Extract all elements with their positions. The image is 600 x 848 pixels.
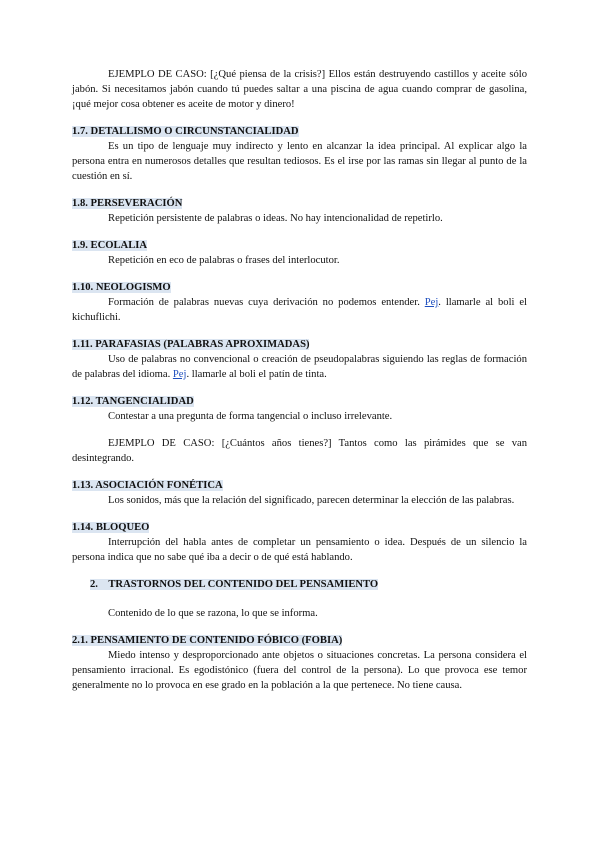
section-heading-asociacion-fonetica: 1.13. ASOCIACIÓN FONÉTICA — [72, 480, 223, 491]
case-example-tangencialidad: EJEMPLO DE CASO: [¿Cuántos años tienes?] Tantos como las pirámides que se van desintegrando. — [72, 438, 527, 464]
section-text-bloqueo: Interrupción del habla antes de completar un pensamiento o idea. Después de un silencio la persona indica que no sabe qué iba a decir o de qué está hablando. — [72, 537, 527, 563]
section-text-parafasias: Uso de palabras no convencional o creación de pseudopalabras siguiendo las reglas de formación de palabras del idioma. Pej. llamarle al boli el patín de tinta. — [72, 354, 527, 380]
case-example-paragraph: EJEMPLO DE CASO: [¿Qué piensa de la crisis?] Ellos están destruyendo castillos y aceite sólo jabón. Si necesitamos jabón cuando tú puedes saltar a una piscina de agua cuando comprar de gasolina, ¡qué mejor cosa obtener es aceite de motor y dinero! — [72, 69, 527, 110]
chapter-text-trastornos-contenido: Contenido de lo que se razona, lo que se informa. — [108, 608, 318, 619]
section-heading-ecolalia: 1.9. ECOLALIA — [72, 240, 148, 251]
section-heading-perseveracion: 1.8. PERSEVERACIÓN — [72, 198, 183, 209]
section-heading-contenido-fobico: 2.1. PENSAMIENTO DE CONTENIDO FÓBICO (FOBIA) — [72, 635, 343, 646]
section-text-tangencialidad: Contestar a una pregunta de forma tangencial o incluso irrelevante. — [108, 411, 393, 422]
pej-link[interactable]: Pej — [172, 369, 187, 380]
section-heading-parafasias: 1.11. PARAFASIAS (PALABRAS APROXIMADAS) — [72, 339, 310, 350]
section-heading-bloqueo: 1.14. BLOQUEO — [72, 522, 150, 533]
pej-link[interactable]: Pej — [424, 297, 439, 308]
section-text-perseveracion: Repetición persistente de palabras o ideas. No hay intencionalidad de repetirlo. — [108, 213, 443, 224]
document-body — [72, 67, 527, 693]
section-text-contenido-fobico: Miedo intenso y desproporcionado ante objetos o situaciones concretas. La persona considera el pensamiento irracional. Es egodistónico (fuera del control de la persona). Lo que provoca ese temor generalmente no lo provoca en ese grado en la población a la que pertenece. No tiene causa. — [72, 650, 527, 691]
section-text-detallismo: Es un tipo de lenguaje muy indirecto y lento en alcanzar la idea principal. Al explicar algo la persona entra en numerosos detalles que resultan tediosos. Es el irse por las ramas sin llegar al punto de la cuestión en sí. — [72, 141, 527, 182]
section-text-asociacion-fonetica: Los sonidos, más que la relación del significado, parecen determinar la elección de las palabras. — [108, 495, 515, 506]
section-text-neologismo: Formación de palabras nuevas cuya derivación no podemos entender. Pej. llamarle al boli el kichuflichi. — [72, 297, 527, 323]
section-heading-detallismo: 1.7. DETALLISMO O CIRCUNSTANCIALIDAD — [72, 126, 299, 137]
section-text-ecolalia: Repetición en eco de palabras o frases del interlocutor. — [108, 255, 340, 266]
section-heading-tangencialidad: 1.12. TANGENCIALIDAD — [72, 396, 194, 407]
section-heading-neologismo: 1.10. NEOLOGISMO — [72, 282, 171, 293]
chapter-heading-trastornos-contenido: 2. TRASTORNOS DEL CONTENIDO DEL PENSAMIENTO — [90, 579, 379, 590]
